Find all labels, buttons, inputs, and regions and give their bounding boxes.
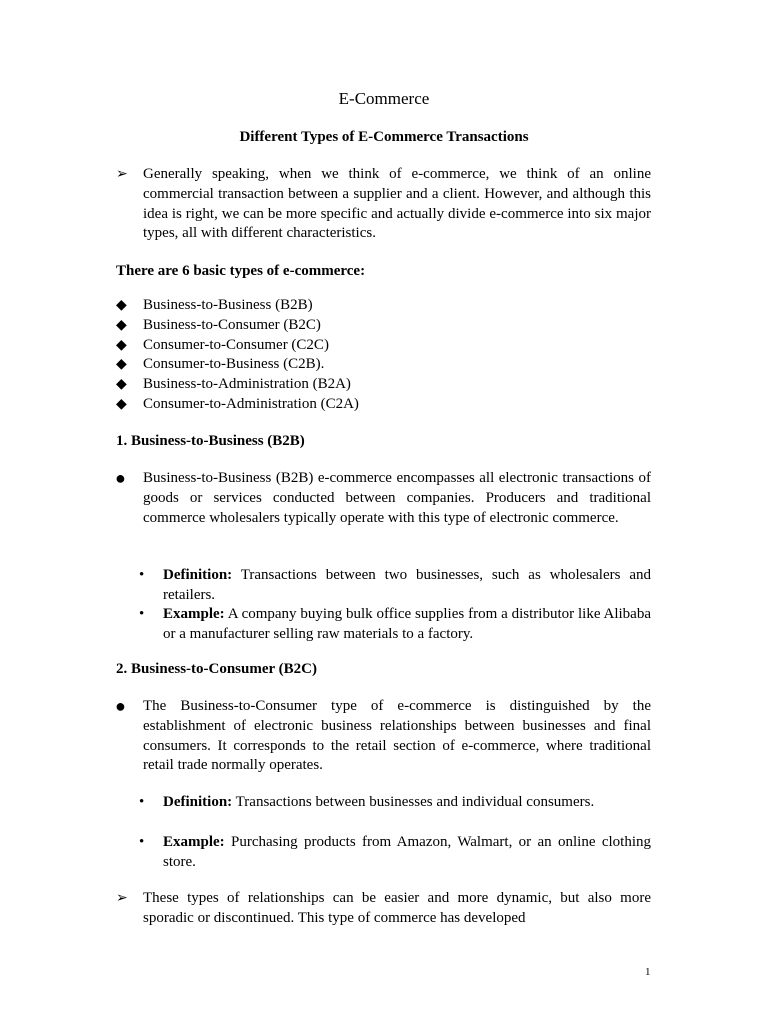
diamond-bullet-icon: ◆ xyxy=(116,396,127,412)
list-item: ◆ Business-to-Consumer (B2C) xyxy=(116,316,359,336)
arrow-bullet-icon: ➢ xyxy=(116,167,128,182)
list-item: ◆ Consumer-to-Business (C2B). xyxy=(116,355,359,375)
section2-body: The Business-to-Consumer type of e-commerce is distinguished by the establishment of electronic business relationships between businesses and final consumers. It corresponds to the retail section of e-commerce, where traditional retail trade normally operates. xyxy=(143,698,651,774)
types-heading: There are 6 basic types of e-commerce: xyxy=(116,263,366,279)
diamond-bullet-icon: ◆ xyxy=(116,357,127,373)
round-bullet-icon: ● xyxy=(115,696,126,716)
diamond-bullet-icon: ◆ xyxy=(116,337,127,353)
section1-body: Business-to-Business (B2B) e-commerce encompasses all electronic transactions of goods or services conducted between companies. Producers and traditional commerce wholesalers typically operate with this type of electronic commerce. xyxy=(143,470,651,526)
small-bullet-icon: • xyxy=(139,794,145,810)
section2-definition: Definition: Transactions between businesses and individual consumers. xyxy=(163,794,595,810)
section2-closing: These types of relationships can be easier and more dynamic, but also more sporadic or discontinued. This type of commerce has developed xyxy=(143,890,651,926)
small-bullet-icon: • xyxy=(139,567,145,583)
list-item: ◆ Business-to-Administration (B2A) xyxy=(116,375,359,395)
small-bullet-icon: • xyxy=(139,606,145,622)
diamond-bullet-icon: ◆ xyxy=(116,377,127,393)
list-item: ◆ Consumer-to-Administration (C2A) xyxy=(116,395,359,415)
list-item: ◆ Consumer-to-Consumer (C2C) xyxy=(116,336,359,356)
intro-paragraph: Generally speaking, when we think of e-commerce, we think of an online commercial transaction between a supplier and a client. However, and although this idea is right, we can be more specific and actually divide e-commerce into six major types, all with different characteristics. xyxy=(143,166,651,242)
round-bullet-icon: ● xyxy=(115,468,126,488)
small-bullet-icon: • xyxy=(139,834,145,850)
types-list xyxy=(116,296,359,415)
section1-definition: Definition: Transactions between two businesses, such as wholesalers and retailers. xyxy=(163,567,651,603)
list-item: ◆ Business-to-Business (B2B) xyxy=(116,296,359,316)
diamond-bullet-icon: ◆ xyxy=(116,317,127,333)
diamond-bullet-icon: ◆ xyxy=(116,298,127,313)
document-subtitle: Different Types of E-Commerce Transactions xyxy=(239,129,529,145)
page-number: 1 xyxy=(645,966,651,978)
section1-heading: 1. Business-to-Business (B2B) xyxy=(116,433,305,449)
section1-example: Example: A company buying bulk office supplies from a distributor like Alibaba or a manufacturer selling raw materials to a factory. xyxy=(163,606,651,642)
section2-example: Example: Purchasing products from Amazon, Walmart, or an online clothing store. xyxy=(163,834,651,870)
section2-heading: 2. Business-to-Consumer (B2C) xyxy=(116,661,317,677)
arrow-bullet-icon: ➢ xyxy=(116,891,128,906)
document-title: E-Commerce xyxy=(338,89,430,108)
